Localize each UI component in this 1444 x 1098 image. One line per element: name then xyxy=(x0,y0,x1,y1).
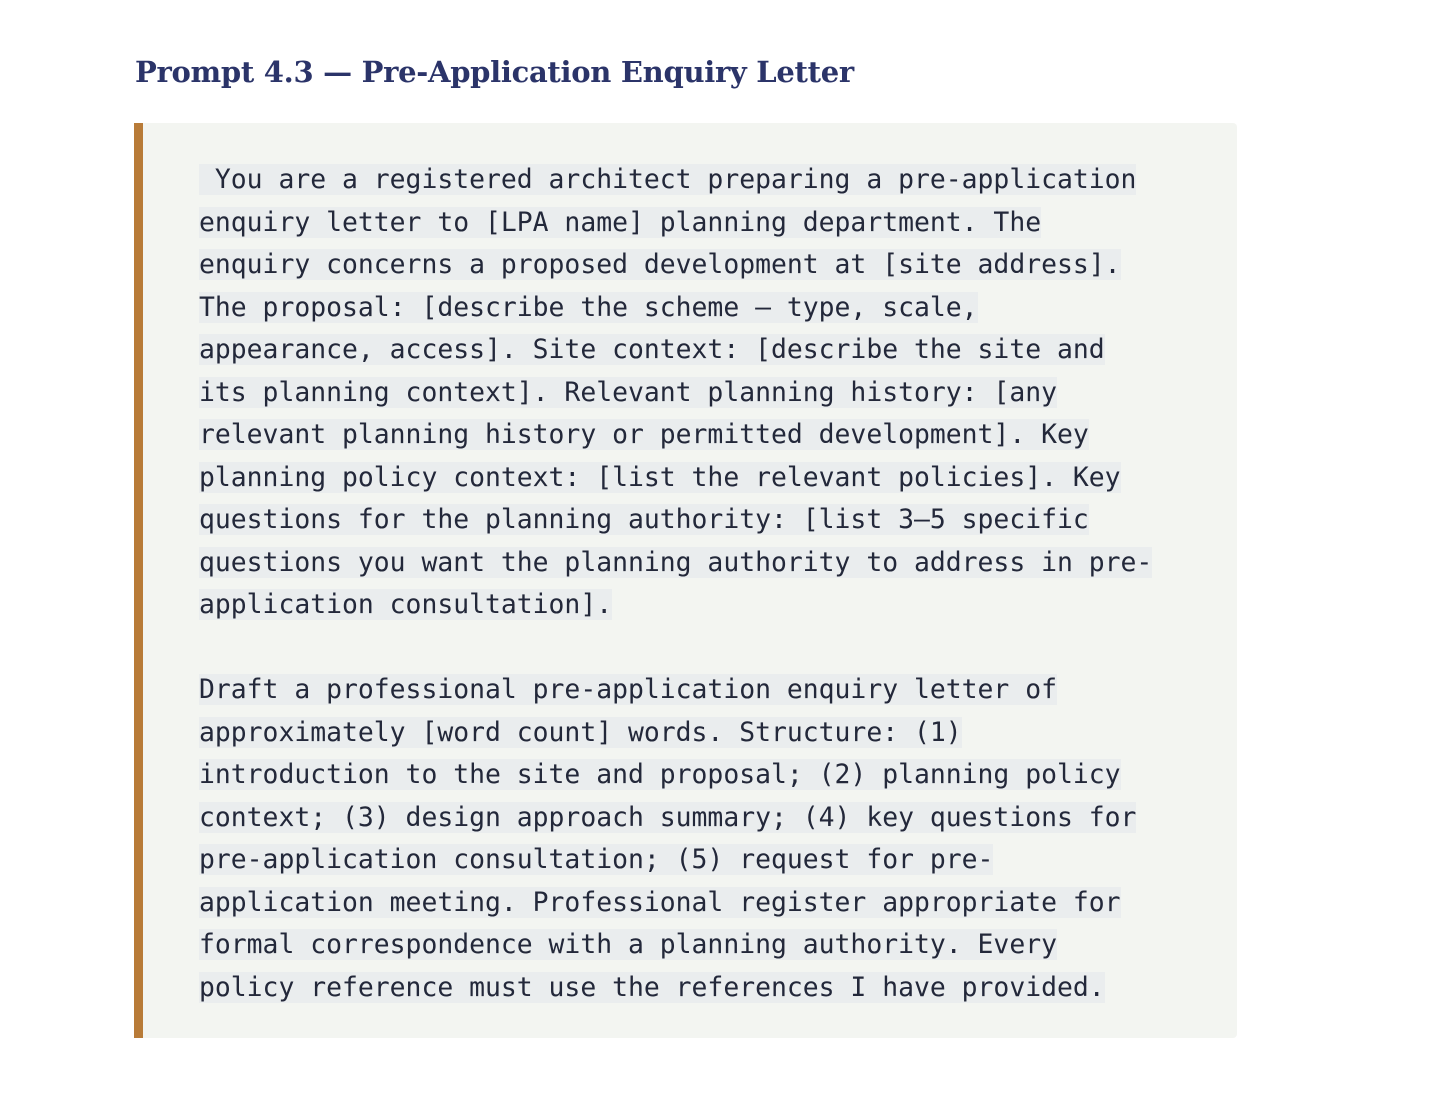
prompt-text[interactable] xyxy=(199,159,1199,1009)
prompt-paragraph-2: Draft a professional pre-application enquiry letter of approximately [word count] words. Structure: (1) introduction to the site and proposal; (2) planning policy context; (3) design approach summary; (4) key questions for pre-application consultation; (5) request for pre- application meeting. Professional register appropriate for formal correspondence with a planning authority. Every policy reference must use the references I have provided. xyxy=(199,674,1137,1003)
prompt-block xyxy=(134,123,1237,1038)
page-title: Prompt 4.3 — Pre-Application Enquiry Letter xyxy=(135,55,854,89)
prompt-paragraph-1: You are a registered architect preparing a pre-application enquiry letter to [LPA name] planning department. The enquiry concerns a proposed development at [site address]. The proposal: [describe the scheme — type, scale, appearance, access]. Site context: [describe the site and its planning context]. Relevant planning history: [any relevant planning history or permitted development]. Key planning policy context: [list the relevant policies]. Key questions for the planning authority: [list 3–5 specific questions you want the planning authority to address in pre- application consultation]. xyxy=(199,164,1153,620)
